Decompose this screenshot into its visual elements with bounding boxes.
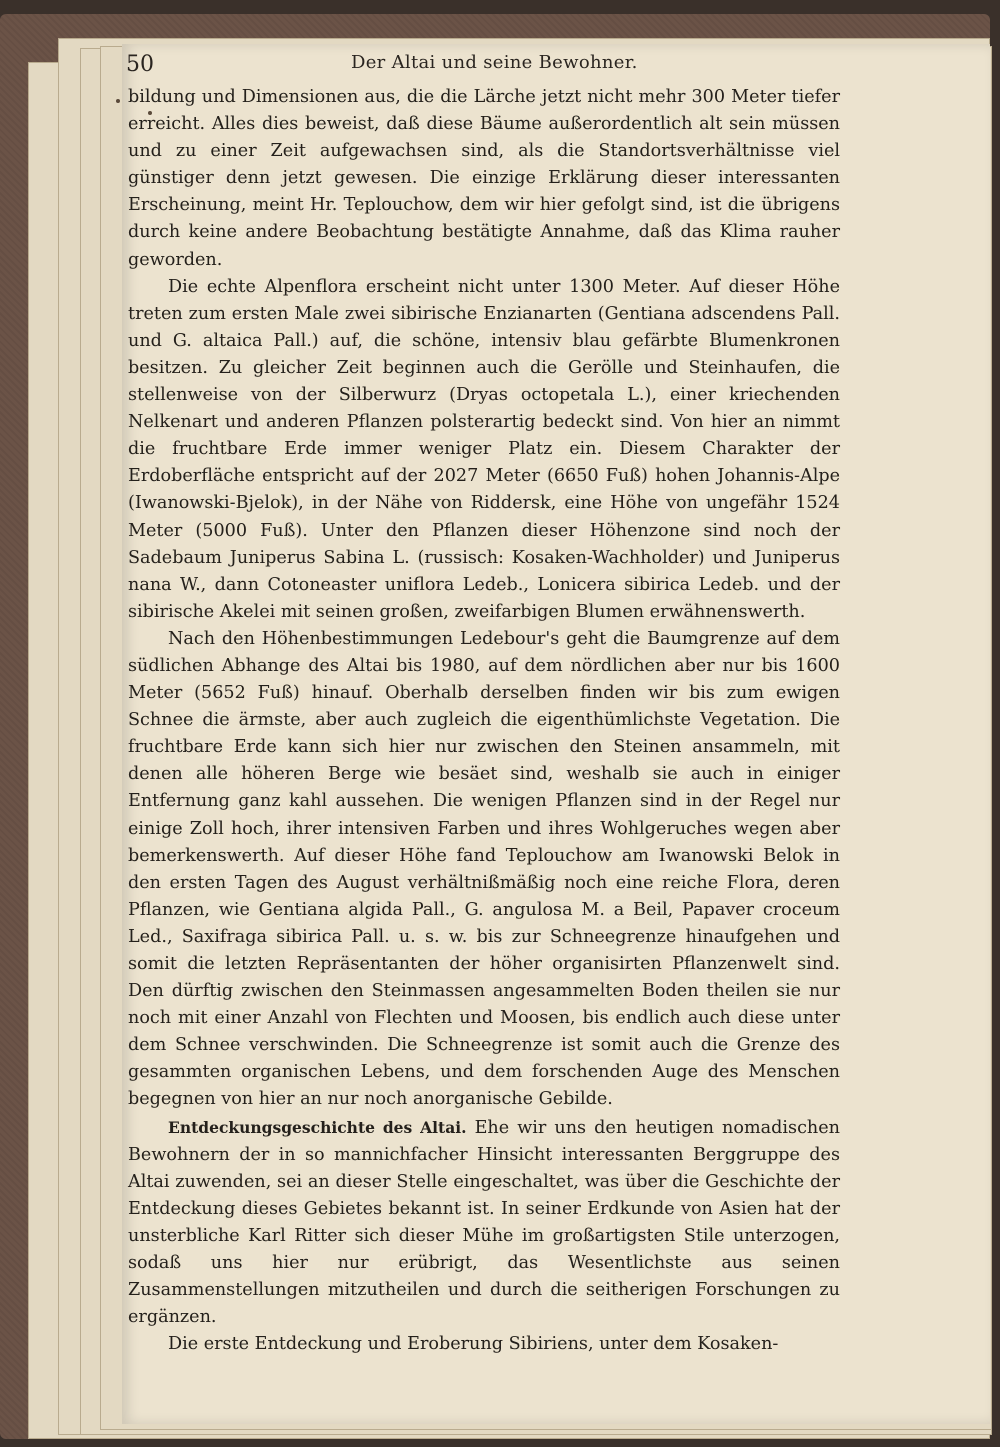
running-head: Der Altai und seine Bewohner. [351, 52, 638, 73]
binding-hole [116, 99, 120, 103]
paragraph: bildung und Dimensionen aus, die die Lärche jetzt nicht mehr 300 Meter tiefer erreicht. Alles dies beweist, daß diese Bäume außerordentlich alt sein müssen und zu einer Zeit aufgewachsen sind, als die Standortsverhältnisse viel günstiger denn jetzt gewesen. Die einzige Erklärung dieser interessanten Erscheinung, meint Hr. Teplouchow, dem wir hier gefolgt sind, ist die übrigens durch keine andere Beobachtung bestätigte Annahme, daß das Klima rauher geworden. [128, 87, 840, 270]
paragraph: Die erste Entdeckung und Eroberung Sibiriens, unter dem Kosaken- [168, 1334, 779, 1355]
paragraph: Die echte Alpenflora erscheint nicht unter 1300 Meter. Auf dieser Höhe treten zum ersten Male zwei sibirische Enzianarten (Gentiana adscendens Pall. und G. altaica Pall.) auf, die schöne, intensiv blau gefärbte Blumenkronen besitzen. Zu gleicher Zeit beginnen auch die Gerölle und Steinhaufen, die stellenweise von der Silberwurz (Dryas octopetala L.), einer kriechenden Nelkenart und anderen Pflanzen polsterartig bedeckt sind. Von hier an nimmt die fruchtbare Erde immer weniger Platz ein. Diesem Charakter der Erdoberfläche entspricht auf der 2027 Meter (6650 Fuß) hohen Johannis-Alpe (Iwanowski-Bjelok), in der Nähe von Riddersk, eine Höhe von ungefähr 1524 Meter (5000 Fuß). Unter den Pflanzen dieser Höhenzone sind noch der Sadebaum Juniperus Sabina L. (russisch: Kosaken-Wachholder) und Juniperus nana W., dann Cotoneaster uniflora Ledeb., Lonicera sibirica Ledeb. und der sibirische Akelei mit seinen großen, zweifarbigen Blumen erwähnenswerth. [128, 276, 840, 622]
paragraph [128, 1114, 840, 1332]
body-text [128, 84, 840, 1358]
paragraph: Nach den Höhenbestimmungen Ledebour's geht die Baumgrenze auf dem südlichen Abhange des Altai bis 1980, auf dem nördlichen aber nur bis 1600 Meter (5652 Fuß) hinauf. Oberhalb derselben finden wir bis zum ewigen Schnee die ärmste, aber auch zugleich die eigenthümlichste Vegetation. Die fruchtbare Erde kann sich hier nur zwischen den Steinen ansammeln, mit denen alle höheren Berge wie besäet sind, weshalb sie auch in einiger Entfernung ganz kahl aussehen. Die wenigen Pflanzen sind in der Regel nur einige Zoll hoch, ihrer intensiven Farben und ihres Wohlgeruches wegen aber bemerkenswerth. Auf dieser Höhe fand Teplouchow am Iwanowski Belok in den ersten Tagen des August verhältnißmäßig noch eine reiche Flora, deren Pflanzen, wie Gentiana algida Pall., G. angulosa M. a Beil, Papaver croceum Led., Saxifraga sibirica Pall. u. s. w. bis zur Schneegrenze hinaufgehen und somit die letzten Repräsentanten der höher organisirten Pflanzenwelt sind. Den dürftig zwischen den Steinmassen angesammelten Boden theilen sie nur noch mit einer Anzahl von Flechten und Moosen, bis endlich auch diese unter dem Schnee verschwinden. Die Schneegrenze ist somit auch die Grenze des gesammten organischen Lebens, und dem forschenden Auge des Menschen begegnen von hier an nur noch anorganische Gebilde. [128, 628, 840, 1110]
page-number: 50 [126, 52, 154, 77]
section-heading: Entdeckungsgeschichte des Altai. [168, 1117, 467, 1137]
paragraph-text: Ehe wir uns den heutigen nomadischen Bewohnern der in so mannichfacher Hinsicht interessanten Berggruppe des Altai zuwenden, sei an dieser Stelle eingeschaltet, was über die Geschichte der Entdeckung dieses Gebietes bekannt ist. In seiner Erdkunde von Asien hat der unsterbliche Karl Ritter sich dieser Mühe im großartigsten Stile unterzogen, sodaß uns hier nur erübrigt, das Wesentlichste aus seinen Zusammenstellungen mitzutheilen und durch die seitherigen Forschungen zu ergänzen. [128, 1117, 840, 1328]
